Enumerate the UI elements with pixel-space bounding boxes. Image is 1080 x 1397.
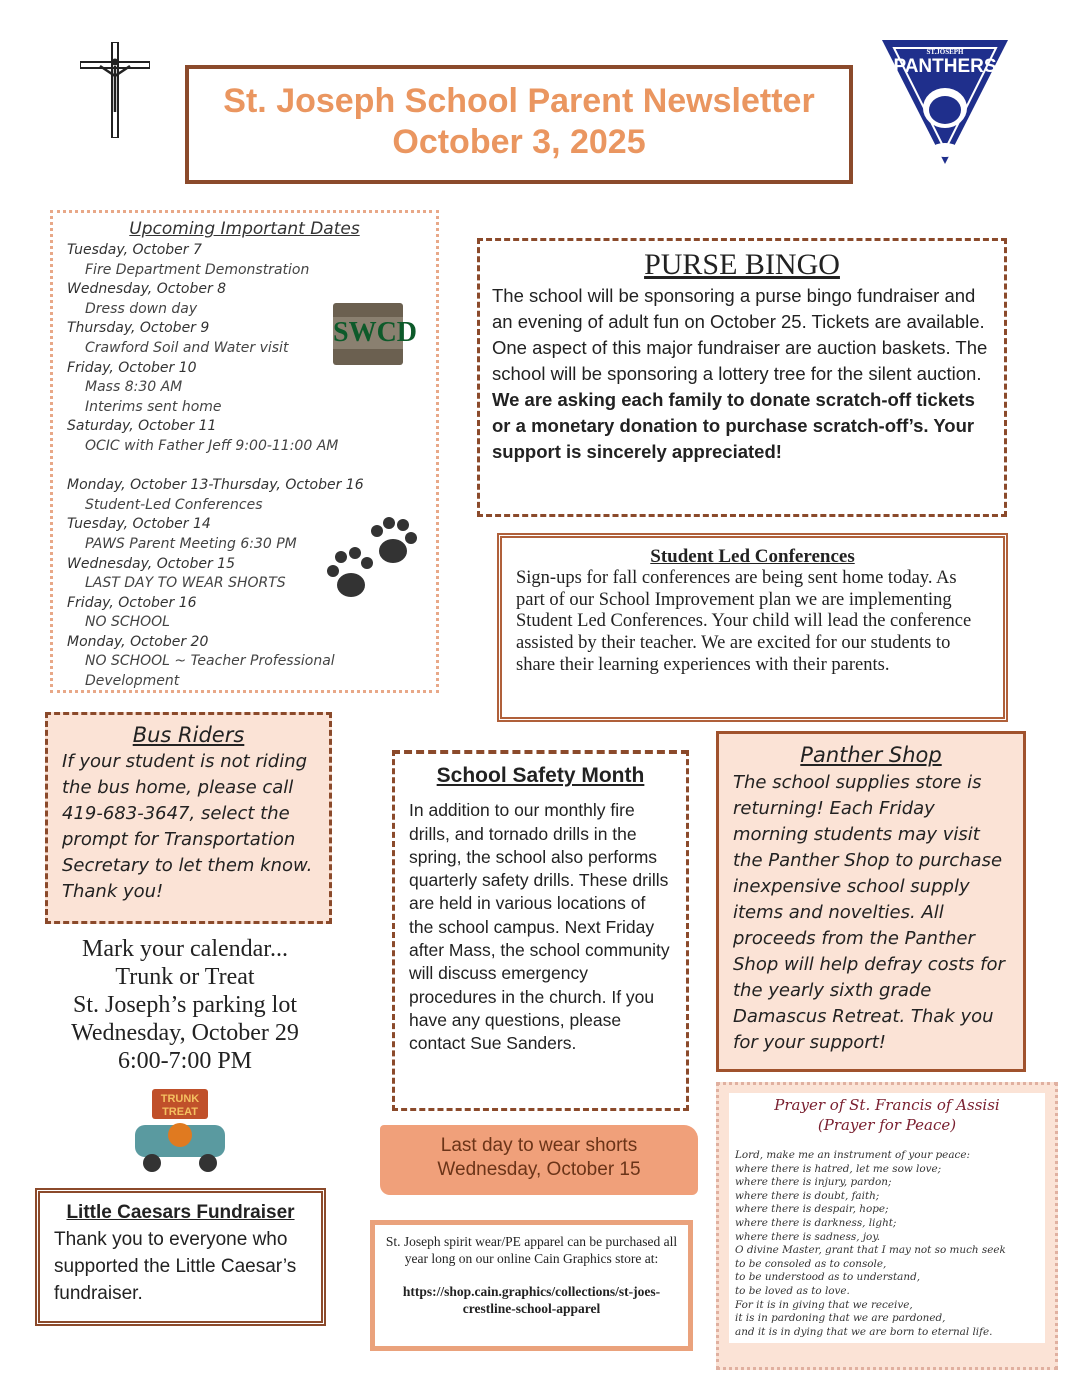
date-day: Thursday, October 9: [67, 320, 210, 337]
prayer-line: and it is in dying that we are born to eternal life.: [735, 1325, 993, 1338]
date-event: Fire Department Demonstration: [85, 261, 310, 278]
calendar-line: Mark your calendar...: [82, 936, 288, 962]
crucifix-icon: [80, 42, 150, 138]
purse-bingo-appeal: We are asking each family to donate scratch-off tickets or a monetary donation to purchase scratch-off’s. Your support is sincerely appreciated!: [492, 389, 975, 462]
prayer-line: Lord, make me an instrument of your peace:: [735, 1149, 970, 1161]
prayer-line: where there is sadness, joy.: [735, 1230, 881, 1243]
bus-title: Bus Riders: [132, 723, 245, 747]
prayer-line: where there is darkness, light;: [735, 1216, 897, 1229]
date-event: Crawford Soil and Water visit: [85, 339, 289, 356]
date-event: PAWS Parent Meeting 6:30 PM: [85, 535, 297, 552]
safety-body: In addition to our monthly fire drills, and tornado drills in the spring, the school also performs quarterly safety drills. These drills are held in various locations of the school campus. Next Friday after Mass, the school community will discuss emergency procedures in the church. If you have any questions, please contact Sue Sanders.: [409, 800, 670, 1054]
prayer-line: O divine Master, grant that I may not so much seek: [735, 1244, 1006, 1257]
date-event: NO SCHOOL: [85, 614, 170, 631]
date-event: Interims sent home: [85, 398, 222, 415]
calendar-line: Trunk or Treat: [115, 964, 255, 990]
date-event: NO SCHOOL ~ Teacher Professional Development: [85, 653, 335, 690]
prayer-text: [735, 1149, 1039, 1339]
purse-bingo-box: [477, 238, 1007, 517]
prayer-line: it is in pardoning that we are pardoned,: [735, 1312, 946, 1325]
date-event: Dress down day: [85, 300, 198, 317]
little-caesars-box: [35, 1188, 326, 1326]
dates-heading: Upcoming Important Dates: [129, 219, 360, 239]
svg-text:TREAT: TREAT: [162, 1106, 198, 1118]
date-day: Tuesday, October 7: [67, 242, 202, 258]
prayer-line: where there is injury, pardon;: [735, 1176, 892, 1189]
slc-body: Sign-ups for fall conferences are being sent home today. As part of our School Improvement plan we are implementing Student Led Conferences. Your child will lead the conference assisted by their teacher. We are excited for our students to share their learning experiences with their parents.: [516, 567, 972, 675]
date-event: LAST DAY TO WEAR SHORTS: [85, 575, 286, 592]
purse-bingo-p1: The school will be sponsoring a purse bingo fundraiser and an evening of adult fun on October 25. Tickets are available.: [492, 285, 985, 332]
date-day: Saturday, October 11: [67, 418, 217, 435]
lc-body: Thank you to everyone who supported the Little Caesar’s fundraiser.: [54, 1229, 297, 1304]
prayer-line: to be consoled as to console,: [735, 1257, 887, 1270]
prayer-line: to be understood as to understand,: [735, 1271, 921, 1284]
student-led-conferences-box: [497, 533, 1008, 722]
date-day: Monday, October 20: [67, 633, 209, 650]
svg-text:PANTHERS: PANTHERS: [893, 56, 997, 77]
calendar-line: 6:00-7:00 PM: [117, 1048, 252, 1074]
lc-title: Little Caesars Fundraiser: [66, 1202, 295, 1223]
calendar-line: Wednesday, October 29: [71, 1020, 299, 1046]
shorts-line1: Last day to wear shorts: [440, 1135, 638, 1156]
trunk-or-treat-notice: [40, 935, 330, 1075]
shop-title: Panther Shop: [800, 743, 942, 767]
shorts-line2: Wednesday, October 15: [437, 1159, 641, 1180]
spirit-wear-box: [370, 1220, 693, 1351]
spirit-body: St. Joseph spirit wear/PE apparel can be purchased all year long on our online Cain Graphics store at:: [385, 1234, 678, 1266]
spirit-store-link[interactable]: https://shop.cain.graphics/collections/st-joes-crestline-school-apparel: [402, 1284, 661, 1316]
prayer-subtitle: (Prayer for Peace): [817, 1116, 957, 1134]
date-day: Friday, October 10: [67, 359, 197, 376]
svg-text:ST.JOSEPH: ST.JOSEPH: [926, 48, 964, 56]
school-safety-box: [392, 750, 689, 1111]
upcoming-dates-box: [50, 210, 439, 693]
panthers-logo: [880, 38, 1010, 166]
svg-text:TRUNK: TRUNK: [160, 1093, 200, 1105]
prayer-line: where there is hatred, let me sow love;: [735, 1162, 942, 1175]
prayer-box: [716, 1082, 1058, 1370]
newsletter-title: St. Joseph School Parent Newsletter: [223, 82, 815, 120]
prayer-title: Prayer of St. Francis of Assisi: [774, 1096, 1000, 1114]
calendar-line: St. Joseph’s parking lot: [72, 992, 297, 1018]
purse-bingo-p2: One aspect of this major fundraiser are auction baskets. The school will be sponsoring a lottery tree for the silent auction.: [492, 337, 988, 384]
slc-title: Student Led Conferences: [650, 546, 855, 567]
shop-body: The school supplies store is returning! Each Friday morning students may visit the Panther Shop to purchase inexpensive school supply items and novelties. All proceeds from the Panther Shop will help defray costs for the yearly sixth grade Damascus Retreat. Thak you for your support!: [733, 772, 1005, 1053]
bus-body: If your student is not riding the bus home, please call 419-683-3647, select the prompt for Transportation Secretary to let them know. Thank you!: [62, 751, 313, 902]
swcd-logo: SWCD: [333, 303, 403, 365]
bus-riders-box: [45, 712, 332, 924]
purse-bingo-title: PURSE BINGO: [644, 248, 840, 281]
trunk-or-treat-image: [130, 1085, 230, 1175]
newsletter-date: October 3, 2025: [392, 123, 646, 161]
panther-shop-box: [716, 731, 1026, 1072]
prayer-line: where there is doubt, faith;: [735, 1189, 880, 1202]
date-event: Student-Led Conferences: [85, 496, 263, 513]
date-day: Friday, October 16: [67, 594, 197, 611]
paw-prints-icon: [325, 513, 420, 603]
shorts-banner: [380, 1125, 698, 1195]
date-day: Wednesday, October 15: [67, 555, 235, 572]
date-day: Monday, October 13-Thursday, October 16: [67, 477, 364, 494]
date-day: Tuesday, October 14: [67, 516, 211, 533]
prayer-line: For it is in giving that we receive,: [735, 1298, 913, 1311]
prayer-line: to be loved as to love.: [735, 1284, 850, 1297]
date-event: OCIC with Father Jeff 9:00-11:00 AM: [85, 437, 339, 454]
safety-title: School Safety Month: [436, 764, 645, 787]
title-box: [185, 65, 853, 184]
date-day: Wednesday, October 8: [67, 281, 227, 298]
prayer-line: where there is despair, hope;: [735, 1203, 889, 1216]
date-event: Mass 8:30 AM: [85, 379, 183, 396]
